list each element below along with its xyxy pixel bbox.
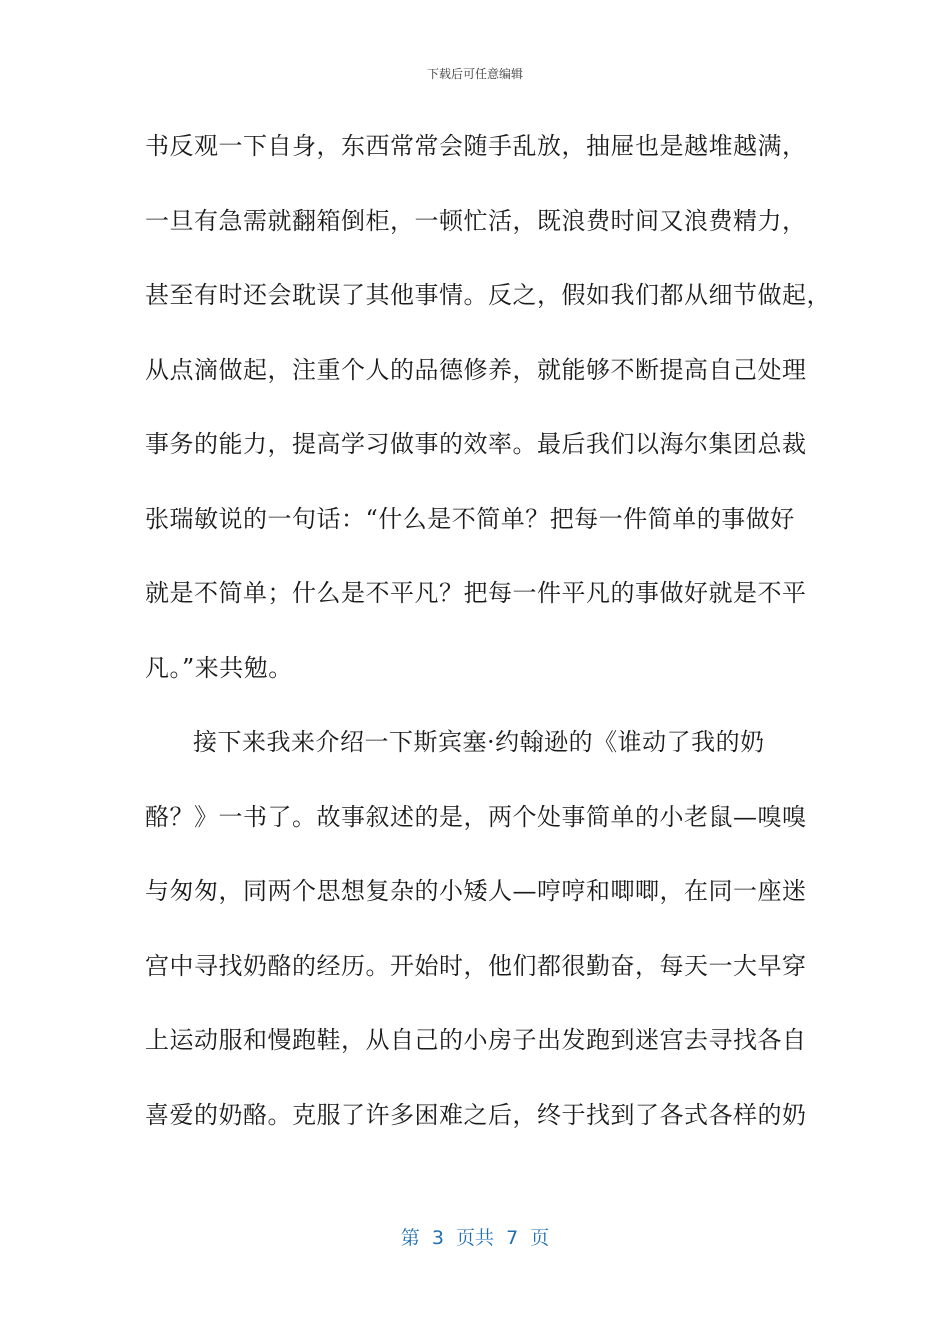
text-line: 书反观一下自身，东西常常会随手乱放，抽屉也是越堆越满， xyxy=(145,132,807,160)
text-line: 与匆匆，同两个思想复杂的小矮人—哼哼和唧唧，在同一座迷 xyxy=(145,877,807,905)
text-line: 上运动服和慢跑鞋，从自己的小房子出发跑到迷宫去寻找各自 xyxy=(145,1026,807,1054)
text-line: 凡。”来共勉。 xyxy=(145,653,293,682)
page-number-footer: 第 3 页共 7 页 xyxy=(400,1227,550,1249)
text-line: 酪？》一书了。故事叙述的是，两个处事简单的小老鼠—嗅嗅 xyxy=(145,802,807,831)
text-line: 张瑞敏说的一句话：“什么是不简单？把每一件简单的事做好 xyxy=(145,504,795,533)
text-line: 就是不简单；什么是不平凡？把每一件平凡的事做好就是不平 xyxy=(145,579,807,607)
document-body xyxy=(145,122,831,1165)
text-line: 甚至有时还会耽误了其他事情。反之，假如我们都从细节做起， xyxy=(145,281,831,309)
text-line: 喜爱的奶酪。克服了许多困难之后，终于找到了各式各样的奶 xyxy=(145,1100,807,1129)
text-line: 宫中寻找奶酪的经历。开始时，他们都很勤奋，每天一大早穿 xyxy=(145,951,807,980)
page-header: 下载后可任意编辑 xyxy=(426,67,523,81)
text-line: 一旦有急需就翻箱倒柜，一顿忙活，既浪费时间又浪费精力， xyxy=(145,206,807,235)
text-line: 从点滴做起，注重个人的品德修养，就能够不断提高自己处理 xyxy=(145,355,807,384)
paragraph-first-line: 接下来我来介绍一下斯宾塞·约翰逊的《谁动了我的奶 xyxy=(193,728,765,756)
text-line: 事务的能力，提高学习做事的效率。最后我们以海尔集团总裁 xyxy=(145,430,807,458)
